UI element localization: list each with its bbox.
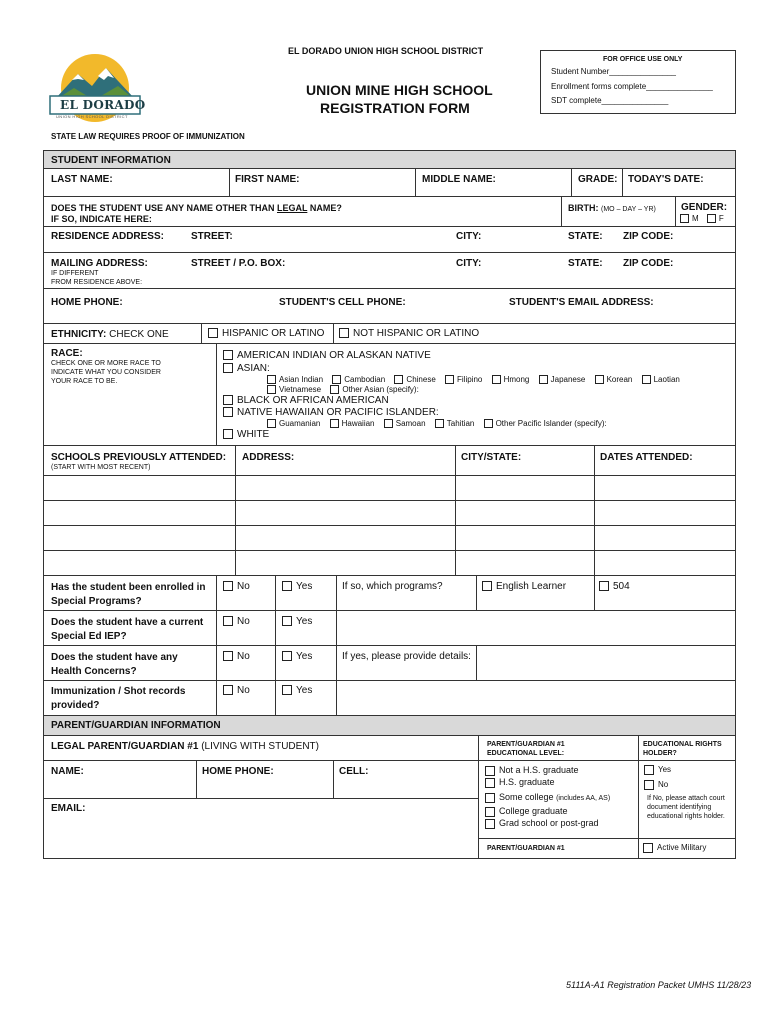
immunization-no-checkbox[interactable] bbox=[223, 685, 233, 695]
schools-subtitle: (START WITH MOST RECENT) bbox=[51, 464, 151, 471]
gender-options: M F bbox=[680, 214, 724, 223]
gender-label: GENDER: bbox=[681, 202, 728, 213]
mailing-note-1: IF DIFFERENT bbox=[51, 270, 99, 277]
special-programs-yes[interactable]: Yes bbox=[282, 581, 312, 592]
parent-section-title: PARENT/GUARDIAN INFORMATION bbox=[51, 720, 221, 731]
form-frame bbox=[43, 150, 736, 859]
footer-text: 5111A-A1 Registration Packet UMHS 11/28/23 bbox=[566, 980, 752, 990]
white-checkbox[interactable] bbox=[223, 429, 233, 439]
which-programs-label: If so, which programs? bbox=[342, 581, 443, 592]
cell-phone-label[interactable]: STUDENT'S CELL PHONE: bbox=[279, 297, 406, 308]
office-enrollment: Enrollment forms complete_______________ bbox=[551, 82, 713, 91]
rights-note: If No, please attach court document identifying educational rights holder. bbox=[647, 795, 725, 820]
pacific-option[interactable]: Other Pacific Islander (specify): bbox=[484, 419, 607, 428]
edu-option[interactable]: Some college (includes AA, AS) bbox=[485, 792, 610, 803]
special-ed-yes[interactable]: Yes bbox=[282, 616, 312, 627]
asian-option[interactable]: Hmong bbox=[492, 375, 530, 384]
special-programs-no[interactable]: No bbox=[223, 581, 250, 592]
office-sdt: SDT complete_______________ bbox=[551, 96, 669, 105]
student-section-title: STUDENT INFORMATION bbox=[51, 155, 171, 166]
english-learner-checkbox[interactable] bbox=[482, 581, 492, 591]
edu-checkbox[interactable] bbox=[485, 778, 495, 788]
schools-city-state: CITY/STATE: bbox=[461, 452, 522, 463]
edu-level-title-2: EDUCATIONAL LEVEL: bbox=[487, 750, 565, 757]
black-checkbox[interactable] bbox=[223, 395, 233, 405]
pacific-option[interactable]: Hawaiian bbox=[330, 419, 375, 428]
schools-title: SCHOOLS PREVIOUSLY ATTENDED: bbox=[51, 452, 227, 463]
race-black[interactable]: BLACK OR AFRICAN AMERICAN bbox=[223, 395, 389, 406]
special-ed-question: Does the student have a current Special Ed IEP? bbox=[51, 617, 204, 642]
special-programs-question: Has the student been enrolled in Special Programs? bbox=[51, 582, 206, 607]
form-title: REGISTRATION FORM bbox=[320, 100, 470, 116]
immunization-no[interactable]: No bbox=[223, 685, 250, 696]
middle-name-label[interactable]: MIDDLE NAME: bbox=[422, 174, 496, 185]
program-504-option[interactable]: 504 bbox=[599, 581, 630, 592]
rights-yes-option[interactable]: Yes bbox=[644, 765, 671, 775]
office-student-number: Student Number_______________ bbox=[551, 67, 676, 76]
legal-guardian-heading: LEGAL PARENT/GUARDIAN #1 (LIVING WITH STUDENT) bbox=[51, 741, 319, 752]
mailing-label: MAILING ADDRESS: bbox=[51, 258, 148, 269]
asian-option[interactable]: Other Asian (specify): bbox=[330, 385, 418, 394]
pacific-checkbox[interactable] bbox=[223, 407, 233, 417]
residence-state[interactable]: STATE: bbox=[568, 231, 603, 242]
immunization-yes-checkbox[interactable] bbox=[282, 685, 292, 695]
edu-option[interactable]: Not a H.S. graduate bbox=[485, 765, 579, 776]
schools-dates: DATES ATTENDED: bbox=[600, 452, 693, 463]
race-note-2: INDICATE WHAT YOU CONSIDER bbox=[51, 369, 161, 376]
home-phone-label[interactable]: HOME PHONE: bbox=[51, 297, 123, 308]
pacific-option[interactable]: Guamanian bbox=[267, 419, 320, 428]
edu-option[interactable]: Grad school or post-grad bbox=[485, 818, 599, 829]
gender-m-checkbox[interactable] bbox=[680, 214, 689, 223]
active-military-option[interactable]: Active Military bbox=[643, 843, 706, 853]
race-asian[interactable]: ASIAN: bbox=[223, 363, 270, 374]
edu-level-title-1: PARENT/GUARDIAN #1 bbox=[487, 741, 565, 748]
school-row[interactable] bbox=[43, 525, 736, 526]
todays-date-label[interactable]: TODAY'S DATE: bbox=[628, 174, 704, 185]
immunization-yes[interactable]: Yes bbox=[282, 685, 312, 696]
health-question: Does the student have any Health Concerns? bbox=[51, 652, 178, 677]
special-ed-no[interactable]: No bbox=[223, 616, 250, 627]
asian-option[interactable]: Korean bbox=[595, 375, 633, 384]
race-white[interactable]: WHITE bbox=[223, 429, 269, 440]
parent-cell-label[interactable]: CELL: bbox=[339, 766, 369, 777]
mailing-state[interactable]: STATE: bbox=[568, 258, 603, 269]
pacific-options-row bbox=[267, 419, 614, 428]
guardian-military-label: PARENT/GUARDIAN #1 bbox=[487, 845, 565, 852]
race-american-indian[interactable]: AMERICAN INDIAN OR ALASKAN NATIVE bbox=[223, 350, 431, 361]
hispanic-option[interactable]: HISPANIC OR LATINO bbox=[208, 328, 324, 339]
race-pacific[interactable]: NATIVE HAWAIIAN OR PACIFIC ISLANDER: bbox=[223, 407, 439, 418]
asian-options-row2 bbox=[267, 385, 426, 394]
district-name: EL DORADO UNION HIGH SCHOOL DISTRICT bbox=[288, 46, 484, 56]
parent-name-label[interactable]: NAME: bbox=[51, 766, 84, 777]
school-row[interactable] bbox=[43, 500, 736, 501]
mailing-zip[interactable]: ZIP CODE: bbox=[623, 258, 674, 269]
rights-yes-checkbox[interactable] bbox=[644, 765, 654, 775]
office-use-title: FOR OFFICE USE ONLY bbox=[603, 56, 683, 63]
asian-option[interactable]: Laotian bbox=[642, 375, 680, 384]
asian-option[interactable]: Cambodian bbox=[332, 375, 385, 384]
legal-underlined: LEGAL bbox=[277, 203, 308, 213]
schools-address: ADDRESS: bbox=[242, 452, 295, 463]
edu-option[interactable]: College graduate bbox=[485, 806, 568, 817]
health-yes[interactable]: Yes bbox=[282, 651, 312, 662]
program-504-checkbox[interactable] bbox=[599, 581, 609, 591]
immunization-notice: STATE LAW REQUIRES PROOF OF IMMUNIZATION bbox=[51, 132, 245, 141]
hispanic-checkbox[interactable] bbox=[208, 328, 218, 338]
immunization-question: Immunization / Shot records provided? bbox=[51, 686, 186, 711]
pacific-option[interactable]: Samoan bbox=[384, 419, 426, 428]
residence-label: RESIDENCE ADDRESS: bbox=[51, 231, 164, 242]
edu-option[interactable]: H.S. graduate bbox=[485, 777, 555, 788]
not-hispanic-option[interactable]: NOT HISPANIC OR LATINO bbox=[339, 328, 479, 339]
school-row[interactable] bbox=[43, 550, 736, 551]
not-hispanic-checkbox[interactable] bbox=[339, 328, 349, 338]
edu-checkbox[interactable] bbox=[485, 819, 495, 829]
asian-checkbox[interactable] bbox=[223, 363, 233, 373]
parent-email-label[interactable]: EMAIL: bbox=[51, 803, 86, 814]
asian-option[interactable]: Filipino bbox=[445, 375, 482, 384]
rights-title-2: HOLDER? bbox=[643, 750, 677, 757]
american-indian-checkbox[interactable] bbox=[223, 350, 233, 360]
logo-text: EL DORADO bbox=[60, 98, 146, 112]
asian-option[interactable]: Asian Indian bbox=[267, 375, 323, 384]
mailing-note-2: FROM RESIDENCE ABOVE: bbox=[51, 279, 143, 286]
grade-label[interactable]: GRADE: bbox=[578, 174, 618, 185]
mailing-city[interactable]: CITY: bbox=[456, 258, 482, 269]
student-email-label[interactable]: STUDENT'S EMAIL ADDRESS: bbox=[509, 297, 654, 308]
rights-no-checkbox[interactable] bbox=[644, 780, 654, 790]
race-note-3: YOUR RACE TO BE. bbox=[51, 378, 118, 385]
edu-checkbox[interactable] bbox=[485, 766, 495, 776]
other-name-indicate[interactable]: IF SO, INDICATE HERE: bbox=[51, 214, 152, 224]
school-name: UNION MINE HIGH SCHOOL bbox=[306, 82, 493, 98]
health-no-checkbox[interactable] bbox=[223, 651, 233, 661]
special-ed-yes-checkbox[interactable] bbox=[282, 616, 292, 626]
special-ed-no-checkbox[interactable] bbox=[223, 616, 233, 626]
residence-zip[interactable]: ZIP CODE: bbox=[623, 231, 674, 242]
race-note-1: CHECK ONE OR MORE RACE TO bbox=[51, 360, 161, 367]
health-no[interactable]: No bbox=[223, 651, 250, 662]
parent-home-phone-label[interactable]: HOME PHONE: bbox=[202, 766, 274, 777]
office-use-box bbox=[540, 50, 736, 114]
logo-subtext: UNION HIGH SCHOOL DISTRICT bbox=[56, 114, 128, 119]
asian-options-row1 bbox=[267, 375, 687, 384]
residence-city[interactable]: CITY: bbox=[456, 231, 482, 242]
last-name-label[interactable]: LAST NAME: bbox=[51, 174, 113, 185]
residence-street[interactable]: STREET: bbox=[191, 231, 233, 242]
edu-checkbox[interactable] bbox=[485, 807, 495, 817]
other-name-question: DOES THE STUDENT USE ANY NAME OTHER THAN LEGAL NAME? bbox=[51, 203, 342, 213]
active-military-checkbox[interactable] bbox=[643, 843, 653, 853]
special-programs-no-checkbox[interactable] bbox=[223, 581, 233, 591]
health-yes-checkbox[interactable] bbox=[282, 651, 292, 661]
edu-checkbox[interactable] bbox=[485, 793, 495, 803]
ethnicity-label: ETHNICITY: CHECK ONE bbox=[51, 329, 169, 340]
race-label: RACE: bbox=[51, 348, 83, 359]
mailing-street[interactable]: STREET / P.O. BOX: bbox=[191, 258, 286, 269]
rights-no-option[interactable]: No bbox=[644, 780, 668, 790]
first-name-label[interactable]: FIRST NAME: bbox=[235, 174, 300, 185]
gender-f-checkbox[interactable] bbox=[707, 214, 716, 223]
special-programs-yes-checkbox[interactable] bbox=[282, 581, 292, 591]
asian-option[interactable]: Vietnamese bbox=[267, 385, 321, 394]
birth-field[interactable]: BIRTH: (MO – DAY – YR) bbox=[568, 203, 656, 213]
asian-option[interactable]: Japanese bbox=[539, 375, 586, 384]
health-details-label: If yes, please provide details: bbox=[342, 651, 471, 662]
rights-title-1: EDUCATIONAL RIGHTS bbox=[643, 741, 722, 748]
pacific-option[interactable]: Tahitian bbox=[435, 419, 475, 428]
asian-option[interactable]: Chinese bbox=[394, 375, 435, 384]
english-learner-option[interactable]: English Learner bbox=[482, 581, 566, 592]
